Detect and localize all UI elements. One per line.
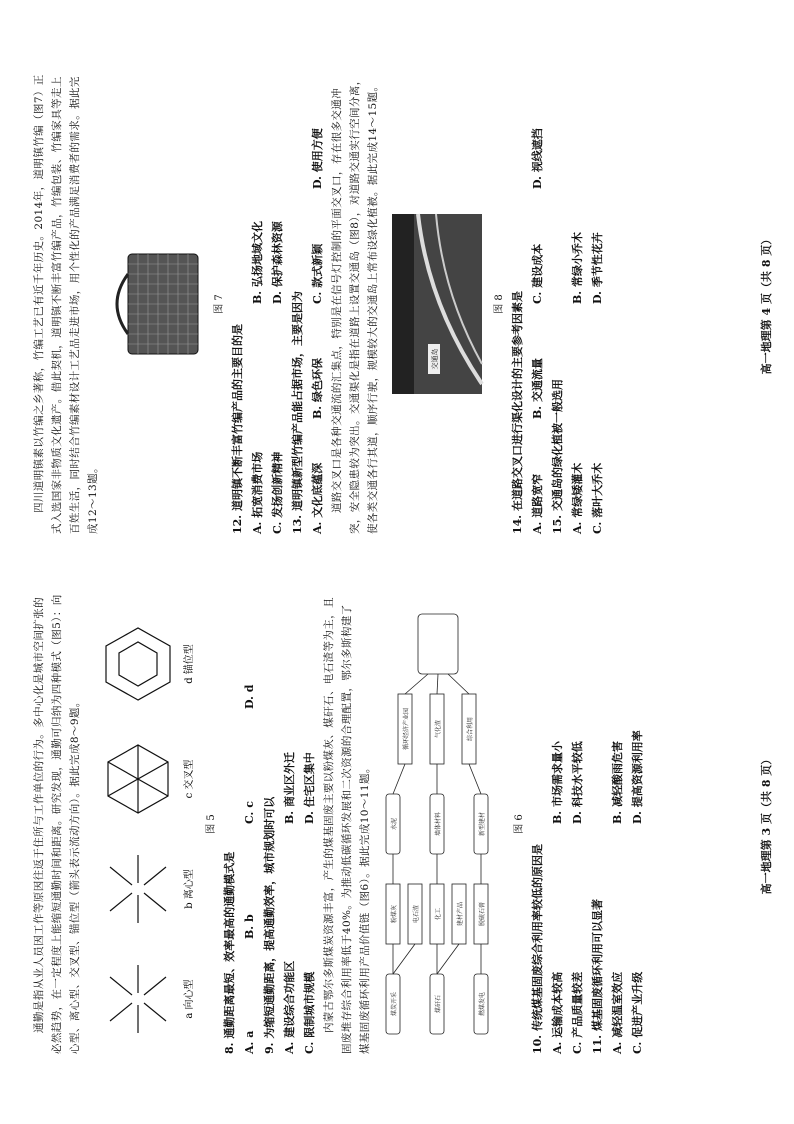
q12-option-a[interactable]: A. 拓宽消费市场 bbox=[251, 451, 264, 534]
question-8: 8. 通勤距离最短、效率最高的通勤模式是 bbox=[223, 851, 236, 1054]
fig6-node-11: 循环经济产业园 bbox=[403, 707, 410, 751]
q11-option-c[interactable]: C. 促进产业升级 bbox=[631, 971, 644, 1054]
fig5-label-d: d 锚位型 bbox=[184, 644, 195, 684]
q11-option-a[interactable]: A. 减轻温室效应 bbox=[611, 971, 624, 1054]
figure-6 bbox=[378, 594, 508, 1054]
q14-option-b[interactable]: B. 交通流量 bbox=[531, 358, 544, 419]
q9-option-b[interactable]: B. 商业区外迁 bbox=[283, 752, 296, 824]
question-14: 14. 在道路交叉口进行渠化设计的主要参考因素是 bbox=[511, 291, 524, 534]
question-11: 11. 煤基固废循环利用可以显著 bbox=[591, 899, 604, 1054]
page-3 bbox=[0, 594, 794, 1054]
q10-option-b[interactable]: B. 市场需求量小 bbox=[551, 741, 564, 824]
q14-option-d[interactable]: D. 视线遮挡 bbox=[531, 128, 544, 189]
q11-option-b[interactable]: B. 减轻酸雨危害 bbox=[611, 741, 624, 824]
fig6-node-3: 粉煤灰 bbox=[391, 904, 398, 924]
q13-options bbox=[308, 74, 328, 534]
fig6-node-12: 气化渣 bbox=[435, 719, 442, 739]
fig5-label-a: a 向心型 bbox=[184, 979, 195, 1019]
fig6-node-9: 墙体材料 bbox=[435, 811, 442, 837]
fig7-caption: 图 7 bbox=[214, 294, 225, 314]
fig6-node-10: 新型建材 bbox=[479, 811, 486, 837]
question-12: 12. 道明镇不断丰富竹编产品的主要目的是 bbox=[231, 324, 244, 534]
q15-options bbox=[568, 74, 608, 534]
fig8-caption: 图 8 bbox=[494, 294, 505, 314]
page-4 bbox=[0, 74, 794, 534]
fig6-node-5: 化工 bbox=[435, 907, 442, 921]
q15-option-d[interactable]: D. 季节性花卉 bbox=[591, 232, 604, 304]
passage-commute: 通勤是指从业人员因工作等原因往返于住所与工作单位的行为。多中心化是城市空间扩张的必然趋势，在一定程度上能缩短通勤时间和距离。研究发现，通勤可归纳为四种模式（图5）：向心型、离心型、交叉型、锚位型（箭头表示流动方向）。据此完成8～9题。 bbox=[33, 594, 81, 1054]
q13-option-b[interactable]: B. 绿色环保 bbox=[311, 358, 324, 419]
fig6-node-7: 脱硫石膏 bbox=[479, 901, 486, 927]
fig6-node-1: 煤矸石 bbox=[435, 994, 442, 1014]
q9-option-c[interactable]: C. 限制城市规模 bbox=[303, 971, 316, 1054]
page-4-footer: 高一地理第 4 页（共 8 页） bbox=[760, 233, 773, 375]
fig8-sign-text: 交通岛 bbox=[431, 348, 439, 370]
q9-option-a[interactable]: A. 建设综合功能区 bbox=[283, 960, 296, 1054]
question-13: 13. 道明镇新型竹编产品能占据市场，主要是因为 bbox=[291, 291, 304, 534]
q14-option-c[interactable]: C. 建设成本 bbox=[531, 243, 544, 304]
q13-option-d[interactable]: D. 使用方便 bbox=[311, 128, 324, 189]
q12-options bbox=[248, 74, 288, 534]
q8-options bbox=[240, 594, 260, 1054]
fig6-node-0: 煤炭开采 bbox=[391, 991, 398, 1017]
fig6-node-8: 水泥 bbox=[391, 817, 398, 831]
q11-options bbox=[608, 594, 648, 1054]
passage-coal-waste: 内蒙古鄂尔多斯煤炭资源丰富，产生的煤基固废主要以粉煤灰、煤矸石、电石渣等为主，且固废堆存综合利用率低于40%。为推动低碳循环发展和二次资源的合理配置，鄂尔多斯构建了煤基固废循环利用产品价值链（图6）。据此完成10～11题。 bbox=[323, 597, 371, 1054]
question-15: 15. 交通岛的绿化植被一般选用 bbox=[551, 379, 564, 534]
q10-options bbox=[548, 594, 588, 1054]
q11-option-d[interactable]: D. 提高资源利用率 bbox=[631, 730, 644, 824]
q9-option-d[interactable]: D. 住宅区集中 bbox=[303, 752, 316, 824]
fig5-label-c: c 交叉型 bbox=[184, 759, 195, 799]
q15-option-c[interactable]: C. 落叶大乔木 bbox=[591, 462, 604, 534]
q10-option-d[interactable]: D. 科技水平较低 bbox=[571, 741, 584, 824]
q14-option-a[interactable]: A. 道路宽窄 bbox=[531, 473, 544, 534]
fig5-caption: 图 5 bbox=[206, 814, 217, 834]
q13-option-a[interactable]: A. 文化底蕴深 bbox=[311, 462, 324, 534]
figure-7-bamboo-basket bbox=[108, 74, 208, 534]
passage-traffic-island: 道路交叉口是各种交通流的汇集点，特别是在信号灯控制的平面交叉口，存在很多交通冲突，安全隐患较为突出。交通渠化是指在道路上设置交通岛（图8），对道路交通实行空间分离，使各类交通各行其道，顺序行驶，规模较大的交通岛上常布设绿化植被。据此完成14～15题。 bbox=[331, 74, 379, 534]
fig5-label-b: b 离心型 bbox=[184, 869, 195, 909]
fig6-node-6: 建材产品 bbox=[457, 901, 464, 927]
q8-option-b[interactable]: B. b bbox=[243, 914, 256, 939]
q8-option-a[interactable]: A. a bbox=[243, 1030, 256, 1054]
q15-option-b[interactable]: B. 常绿小乔木 bbox=[571, 232, 584, 304]
fig6-node-2: 燃煤发电 bbox=[479, 991, 486, 1017]
q15-option-a[interactable]: A. 常绿矮灌木 bbox=[571, 462, 584, 534]
q10-option-c[interactable]: C. 产品质量较差 bbox=[571, 971, 584, 1054]
q12-option-b[interactable]: B. 弘扬地域文化 bbox=[251, 221, 264, 304]
figure-5 bbox=[90, 594, 200, 1054]
question-9: 9. 为缩短通勤距离，提高通勤效率，城市规划时可以 bbox=[263, 796, 276, 1054]
q8-option-d[interactable]: D. d bbox=[243, 684, 256, 709]
q10-option-a[interactable]: A. 运输成本较高 bbox=[551, 971, 564, 1054]
page-3-footer: 高一地理第 3 页（共 8 页） bbox=[760, 753, 773, 895]
q12-option-d[interactable]: D. 保护森林资源 bbox=[271, 221, 284, 304]
fig6-caption: 图 6 bbox=[514, 814, 525, 834]
fig6-node-13: 综合利用 bbox=[467, 716, 474, 742]
q8-option-c[interactable]: C. c bbox=[243, 801, 256, 824]
figure-8-traffic-island bbox=[388, 74, 488, 534]
fig6-node-4: 电石渣 bbox=[413, 904, 420, 924]
passage-bamboo: 四川道明镇素以竹编之乡著称，竹编工艺已有近千年历史。2014年，道明镇竹编（图7）正式入选国家非物质文化遗产。借此契机，道明镇不断丰富竹编产品，竹编包装、竹编家具等走上百姓生活，同时结合竹编素材设计工艺品走进市场，用个性化的产品满足消费者的需求。据此完成12～13题。 bbox=[33, 74, 99, 534]
q9-options bbox=[280, 594, 320, 1054]
q13-option-c[interactable]: C. 款式新颖 bbox=[311, 243, 324, 304]
q14-options bbox=[528, 74, 548, 534]
q12-option-c[interactable]: C. 发扬创新精神 bbox=[271, 451, 284, 534]
question-10: 10. 传统煤基固废综合利用率较低的原因是 bbox=[531, 844, 544, 1054]
